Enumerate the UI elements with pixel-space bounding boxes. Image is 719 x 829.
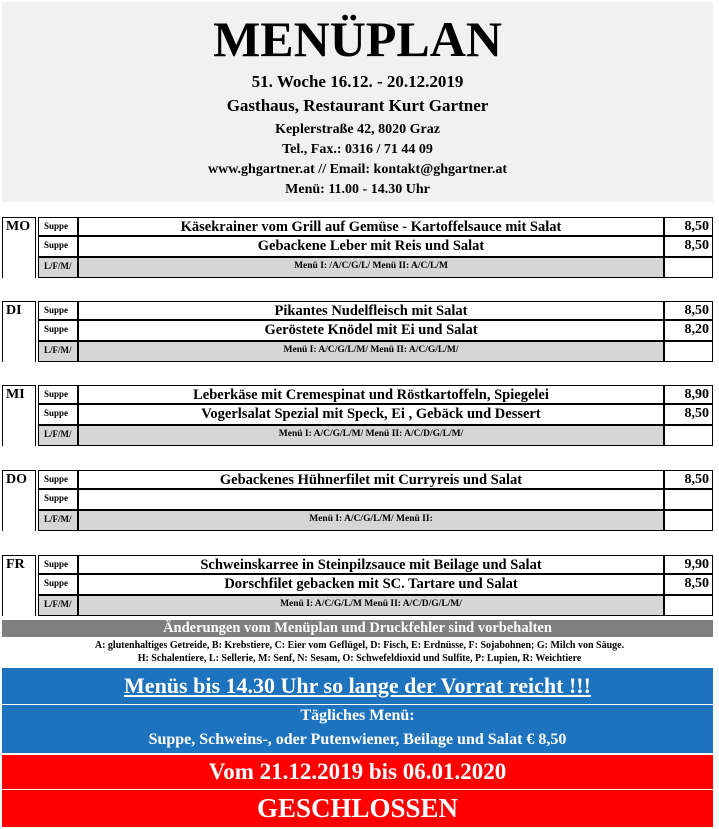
soup-tag: Suppe	[38, 217, 78, 236]
soup-tag: Suppe	[38, 489, 78, 510]
soup-tag: Suppe	[38, 404, 78, 425]
day-label-spacer	[2, 403, 36, 446]
empty-price-cell	[664, 510, 713, 531]
allergen-tag: L/F/M/	[38, 257, 78, 278]
allergen-info: Menü I: A/C/G/L/M Menü II: A/C/D/G/L/M/	[78, 595, 664, 616]
day-label-spacer	[2, 488, 36, 531]
allergen-legend-line-1: A: glutenhaltiges Getreide, B: Krebstiere, C: Eier vom Geflügel, D: Fisch, E: Erdnüsse, F: Sojabohnen; G: Milch von Säuge.	[94, 640, 625, 651]
dish-price: 8,50	[664, 404, 713, 425]
dish-name: Dorschfilet gebacken mit SC. Tartare und Salat	[78, 574, 664, 595]
dish-price: 8,20	[664, 320, 713, 341]
allergen-tag: L/F/M/	[38, 341, 78, 362]
empty-price-cell	[664, 425, 713, 446]
week-range: 51. Woche 16.12. - 20.12.2019	[251, 72, 464, 91]
allergen-legend-line-2: H: Schalentiere, L: Sellerie, M: Senf, N: Sesam, O: Schwefeldioxid und Sulfite, P: Lupien, R: Weichtiere	[137, 653, 582, 664]
dish-name: Käsekrainer vom Grill auf Gemüse - Kartoffelsauce mit Salat	[78, 217, 664, 236]
daily-menu-title: Tägliches Menü:	[2, 705, 713, 727]
address: Keplerstraße 42, 8020 Graz	[275, 122, 440, 137]
day-label: DI	[2, 301, 36, 319]
dish-price: 8,50	[664, 301, 713, 320]
empty-price-cell	[664, 595, 713, 616]
dish-name: Gebackenes Hühnerfilet mit Curryreis und Salat	[78, 470, 664, 489]
closed-dates: Vom 21.12.2019 bis 06.01.2020	[2, 755, 713, 789]
day-label: MI	[2, 385, 36, 403]
day-label-spacer	[2, 573, 36, 616]
day-label-spacer	[2, 235, 36, 278]
allergen-info: Menü I: A/C/G/L/M/ Menü II: A/C/D/G/L/M/	[78, 425, 664, 446]
soup-tag: Suppe	[38, 574, 78, 595]
dish-name: Schweinskarree in Steinpilzsauce mit Beilage und Salat	[78, 555, 664, 574]
day-label: MO	[2, 217, 36, 235]
closed-label: GESCHLOSSEN	[2, 790, 713, 827]
dish-name: Leberkäse mit Cremespinat und Röstkartoffeln, Spiegelei	[78, 385, 664, 404]
allergen-info: Menü I: /A/C/G/L/ Menü II: A/C/L/M	[78, 257, 664, 278]
dish-name	[78, 489, 664, 510]
empty-price-cell	[664, 341, 713, 362]
soup-tag: Suppe	[38, 236, 78, 257]
day-label-spacer	[2, 319, 36, 362]
soup-tag: Suppe	[38, 301, 78, 320]
allergen-info: Menü I: A/C/G/L/M/ Menü II:	[78, 510, 664, 531]
page-title: MENÜPLAN	[213, 11, 502, 67]
dish-price: 8,50	[664, 574, 713, 595]
dish-price	[664, 489, 713, 510]
dish-price: 8,50	[664, 470, 713, 489]
empty-price-cell	[664, 257, 713, 278]
opening-hours: Menü: 11.00 - 14.30 Uhr	[285, 182, 430, 197]
soup-tag: Suppe	[38, 555, 78, 574]
dish-name: Pikantes Nudelfleisch mit Salat	[78, 301, 664, 320]
allergen-tag: L/F/M/	[38, 425, 78, 446]
dish-name: Vogerlsalat Spezial mit Speck, Ei , Gebäck und Dessert	[78, 404, 664, 425]
menu-header	[2, 2, 713, 202]
allergen-tag: L/F/M/	[38, 510, 78, 531]
changes-notice: Änderungen vom Menüplan und Druckfehler sind vorbehalten	[2, 620, 713, 637]
dish-price: 9,90	[664, 555, 713, 574]
availability-banner: Menüs bis 14.30 Uhr so lange der Vorrat reicht !!!	[2, 668, 713, 704]
soup-tag: Suppe	[38, 470, 78, 489]
dish-price: 8,90	[664, 385, 713, 404]
dish-price: 8,50	[664, 236, 713, 257]
dish-price: 8,50	[664, 217, 713, 236]
allergen-tag: L/F/M/	[38, 595, 78, 616]
dish-name: Gebackene Leber mit Reis und Salat	[78, 236, 664, 257]
restaurant-name: Gasthaus, Restaurant Kurt Gartner	[226, 96, 489, 115]
allergen-info: Menü I: A/C/G/L/M/ Menü II: A/C/G/L/M/	[78, 341, 664, 362]
day-label: FR	[2, 555, 36, 573]
day-label: DO	[2, 470, 36, 488]
soup-tag: Suppe	[38, 385, 78, 404]
daily-menu-text: Suppe, Schweins-, oder Putenwiener, Beilage und Salat € 8,50	[2, 727, 713, 753]
soup-tag: Suppe	[38, 320, 78, 341]
dish-name: Geröstete Knödel mit Ei und Salat	[78, 320, 664, 341]
phone: Tel., Fax.: 0316 / 71 44 09	[282, 142, 433, 157]
web-email: www.ghgartner.at // Email: kontakt@ghgartner.at	[208, 162, 507, 177]
